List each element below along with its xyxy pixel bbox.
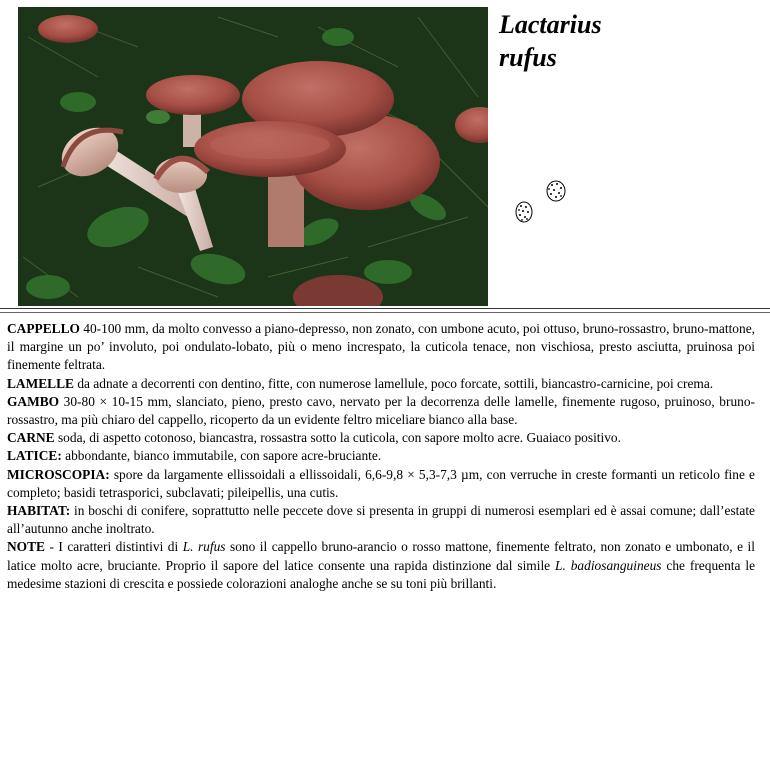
section-gambo — [7, 393, 755, 429]
text-latice: abbondante, bianco immutabile, con sapore acre-bruciante. — [61, 448, 382, 464]
species-title — [499, 8, 602, 74]
text-note-1: - I caratteri distintivi di — [44, 539, 183, 555]
label-note: NOTE — [7, 539, 45, 555]
text-note-2: sono il cappello bruno-arancio o rosso mattone, finemente feltrato, non zonato e umbonato, e il latice molto acre, bruciante. Proprio il sapore del latice consente una rapida distinzione dal simile — [7, 539, 755, 573]
label-carne: CARNE — [7, 430, 55, 446]
section-lamelle — [7, 375, 755, 393]
text-microscopia: spore da largamente ellissoidali a ellissoidali, 6,6-9,8 × 5,3-7,3 µm, con verruche in creste formanti un reticolo fine e completo; basidi tetrasporici, subclavati; pileipellis, una cutis. — [7, 466, 755, 500]
label-gambo: GAMBO — [7, 393, 60, 409]
mushroom-illustration — [18, 7, 488, 306]
title-genus: Lactarius — [499, 10, 602, 39]
text-cappello: 40-100 mm, da molto convesso a piano-depresso, non zonato, con umbone acuto, poi ottuso, bruno-rossastro, bruno-mattone, il margine un po’ involuto, poi ondulato-lobato, più o meno increspato, la cuticola tenace, non vischiosa, presto asciutta, pruinosa poi finemente feltrata. — [7, 321, 755, 373]
section-cappello — [7, 320, 755, 375]
divider-top — [0, 308, 770, 309]
section-latice — [7, 447, 755, 465]
mushroom-photo — [18, 7, 488, 306]
spore-drawing — [512, 176, 572, 226]
label-microscopia: MICROSCOPIA: — [7, 466, 110, 482]
section-habitat — [7, 502, 755, 538]
label-habitat: HABITAT: — [7, 503, 71, 519]
title-species: rufus — [499, 43, 557, 72]
spore-right — [547, 181, 565, 201]
text-note-3: che frequenta le medesime stazioni di crescita e possiede colorazioni analoghe anche se su toni più brillanti. — [7, 557, 756, 591]
species-name-rufus: L. rufus — [182, 539, 226, 555]
label-cappello: CAPPELLO — [7, 321, 80, 336]
divider-bottom — [0, 312, 770, 313]
label-latice: LATICE: — [7, 448, 62, 464]
section-microscopia — [7, 466, 755, 502]
mushroom-cap — [38, 15, 98, 43]
section-carne — [7, 429, 755, 447]
text-gambo: 30-80 × 10-15 mm, slanciato, pieno, presto cavo, nervato per la decorrenza delle lamelle, finemente rugoso, pruinoso, bruno-rossastro, ma più chiaro del cappello, ricoperto da un evidente feltro miceliare bianco alla base. — [7, 393, 755, 428]
spore-left — [516, 202, 532, 222]
section-note — [7, 538, 755, 593]
text-lamelle: da adnate a decorrenti con dentino, fitte, con numerose lamellule, poco forcate, sottili, biancastro-carnicine, poi crema. — [73, 375, 714, 391]
species-description — [7, 320, 755, 593]
text-carne: soda, di aspetto cotonoso, biancastra, rossastra sotto la cuticola, con sapore molto acre. Guaiaco positivo. — [54, 430, 621, 446]
label-lamelle: LAMELLE — [7, 375, 74, 391]
species-name-badiosanguineus: L. badiosanguineus — [555, 557, 662, 573]
text-habitat: in boschi di conifere, soprattutto nelle peccete dove si presenta in gruppi di numerosi esemplari ed è assai comune; dall’estate all’autunno anche inoltrato. — [7, 503, 755, 537]
